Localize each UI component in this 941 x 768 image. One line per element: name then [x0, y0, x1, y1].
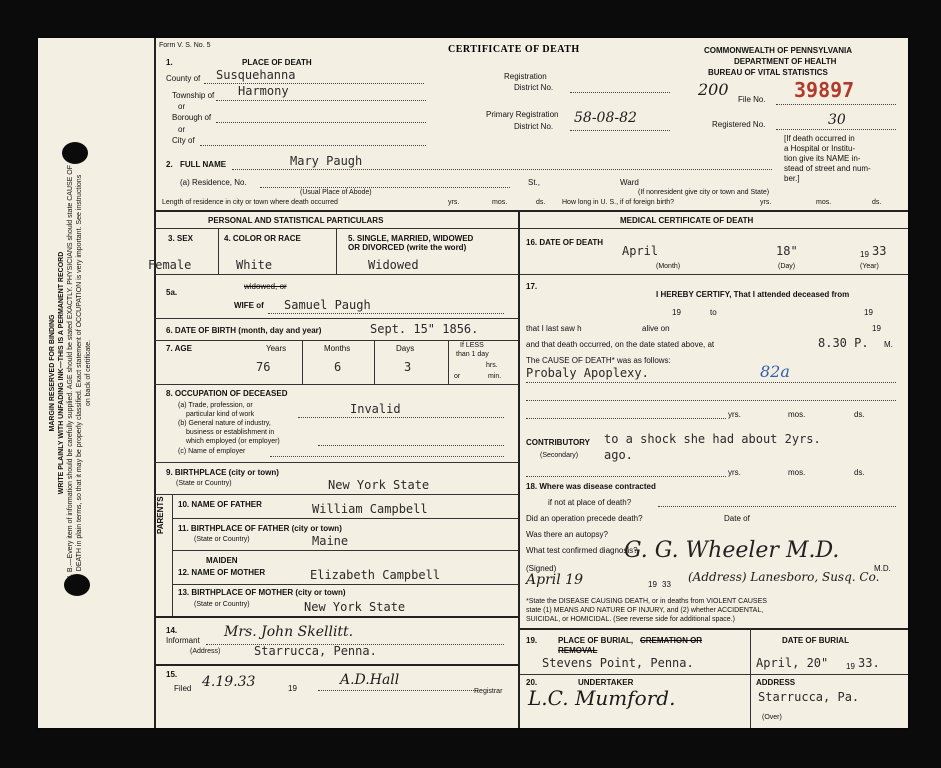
age-label: 7. AGE	[166, 344, 192, 353]
item-number: 20.	[526, 678, 538, 687]
last-saw-label: that I last saw h	[526, 324, 582, 333]
meridiem-label: M.	[884, 340, 893, 349]
burial-year-value: 33.	[858, 656, 880, 670]
city-label: City of	[172, 136, 195, 145]
date-of-death-label: 16. DATE OF DEATH	[526, 238, 604, 247]
certificate-title: CERTIFICATE OF DEATH	[448, 44, 580, 55]
color-value: White	[236, 258, 273, 272]
days-label: Days	[396, 344, 415, 353]
age-months-value: 6	[334, 360, 342, 374]
signature-year-value: 33	[662, 580, 671, 589]
cause-of-death-value: Probaly Apoplexy.	[526, 366, 649, 380]
sex-value: Female	[148, 258, 192, 272]
medical-section-heading: MEDICAL CERTIFICATE OF DEATH	[620, 216, 754, 225]
item-number: 19.	[526, 636, 538, 645]
informant-address-label: (Address)	[190, 648, 221, 655]
footnote-line: SUICIDAL, or HOMICIDAL. (See reverse side for additional space.)	[526, 616, 735, 623]
months-label: Months	[324, 344, 351, 353]
signature-date-value: April 19	[526, 572, 583, 588]
unit-label: mos.	[492, 199, 508, 206]
alive-on-label: alive on	[642, 324, 670, 333]
unit-label: yrs.	[760, 199, 772, 206]
agency-line-1: COMMONWEALTH OF PENNSYLVANIA	[704, 46, 852, 55]
occupation-value: Invalid	[350, 402, 401, 416]
spouse-label: WIFE of	[234, 301, 264, 310]
marital-status-label: OR DIVORCED (write the word)	[348, 243, 467, 252]
parents-side-label: PARENTS	[156, 496, 165, 534]
county-value: Susquehanna	[216, 68, 296, 82]
unit-label: yrs.	[728, 468, 741, 477]
color-label: 4. COLOR OR RACE	[224, 234, 301, 243]
death-month-value: April	[622, 244, 659, 258]
signed-label: (Signed)	[526, 564, 557, 573]
residence-label: (a) Residence, No.	[180, 178, 247, 187]
less-than-day-label: If LESS	[460, 342, 484, 349]
cause-of-death-label: The CAUSE OF DEATH* was as follows:	[526, 356, 671, 365]
years-label: Years	[266, 344, 287, 353]
burial-date-value: April, 20"	[756, 656, 829, 670]
death-occurred-label: and that death occurred, on the date stated above, at	[526, 340, 715, 349]
spouse-label: widowed, or	[244, 282, 287, 291]
full-name-label: FULL NAME	[180, 160, 227, 169]
mother-birthplace-sublabel: (State or Country)	[194, 601, 250, 608]
year-prefix: 19	[288, 684, 297, 693]
occupation-note: business or establishment in	[186, 429, 275, 436]
informant-address-value: Starrucca, Penna.	[254, 644, 377, 658]
secondary-label: (Secondary)	[540, 452, 579, 459]
footnote-line: *State the DISEASE CAUSING DEATH, or in deaths from VIOLENT CAUSES	[526, 598, 767, 605]
full-name-value: Mary Paugh	[290, 154, 363, 168]
burial-date-label: DATE OF BURIAL	[782, 636, 849, 645]
unit-label: mos.	[788, 468, 806, 477]
father-birthplace-value: Maine	[312, 534, 349, 548]
occupation-note: which employed (or employer)	[186, 438, 280, 445]
month-sublabel: (Month)	[656, 263, 681, 270]
township-value: Harmony	[238, 84, 289, 98]
registered-number-label: Registered No.	[712, 120, 766, 129]
certify-statement: I HEREBY CERTIFY, That I attended deceased from	[656, 290, 850, 299]
form-number: Form V. S. No. 5	[159, 42, 211, 49]
hours-label: hrs.	[486, 362, 498, 369]
length-of-residence-label: Length of residence in city or town where death occurred	[162, 199, 338, 206]
physician-address-value: (Address) Lanesboro, Susq. Co.	[688, 570, 880, 584]
less-than-day-label: than 1 day	[456, 351, 489, 358]
mother-birthplace-value: New York State	[304, 600, 406, 614]
or-label: or	[178, 125, 186, 134]
year-prefix: 19	[648, 580, 657, 589]
item-number: 1.	[166, 58, 173, 67]
primary-registration-label: District No.	[514, 122, 554, 131]
operation-label: Did an operation precede death?	[526, 514, 643, 523]
spouse-value: Samuel Paugh	[284, 298, 371, 312]
mother-name-label: 12. NAME OF MOTHER	[178, 568, 266, 577]
year-sublabel: (Year)	[860, 263, 879, 270]
year-prefix: 19	[860, 250, 869, 259]
registered-number-value: 30	[828, 112, 846, 128]
disease-contracted-label: if not at place of death?	[548, 498, 632, 507]
footnote-line: state (1) MEANS AND NATURE OF INJURY, and (2) whether ACCIDENTAL,	[526, 607, 764, 614]
registrar-signature: A.D.Hall	[340, 672, 400, 688]
occupation-note: particular kind of work	[186, 411, 255, 418]
ward-label: Ward	[620, 178, 639, 187]
sex-label: 3. SEX	[168, 234, 193, 243]
contributory-label: CONTRIBUTORY	[526, 438, 590, 447]
unit-label: ds.	[854, 410, 865, 419]
birthplace-value: New York State	[328, 478, 430, 492]
autopsy-label: Was there an autopsy?	[526, 530, 608, 539]
date-of-birth-value: Sept. 15" 1856.	[370, 322, 479, 336]
father-birthplace-sublabel: (State or Country)	[194, 536, 250, 543]
burial-place-value: Stevens Point, Penna.	[542, 656, 694, 670]
over-label: (Over)	[762, 714, 782, 721]
or-label: or	[454, 373, 461, 380]
day-sublabel: (Day)	[778, 263, 796, 270]
usual-abode-label: (Usual Place of Abode)	[300, 189, 372, 196]
item-number: 5a.	[166, 288, 178, 297]
street-label: St.,	[528, 178, 541, 187]
classification-code: 82a	[760, 362, 790, 381]
registrar-label: Registrar	[474, 688, 503, 695]
removal-label: REMOVAL	[558, 646, 598, 655]
item-number: 15.	[166, 670, 178, 679]
item-number: 2.	[166, 160, 173, 169]
year-prefix: 19	[872, 324, 881, 333]
md-label: M.D.	[874, 564, 891, 573]
death-certificate	[38, 38, 908, 728]
unit-label: ds.	[872, 199, 882, 206]
hospital-note: [If death occurred in a Hospital or Institu- tion give its NAME in- stead of street and num- ber.]	[784, 134, 871, 183]
birthplace-label: 9. BIRTHPLACE (city or town)	[166, 468, 279, 477]
operation-date-label: Date of	[724, 514, 750, 523]
birthplace-sublabel: (State or Country)	[176, 480, 232, 487]
contributory-cause-value: to a shock she had about 2yrs.	[604, 432, 821, 446]
unit-label: yrs.	[728, 410, 741, 419]
undertaker-address-label: ADDRESS	[756, 678, 796, 687]
disease-contracted-label: 18. Where was disease contracted	[526, 482, 656, 491]
informant-label: Informant	[166, 636, 200, 645]
burial-place-label: PLACE OF BURIAL,	[558, 636, 634, 645]
unit-label: mos.	[788, 410, 806, 419]
mother-name-value: Elizabeth Campbell	[310, 568, 441, 582]
test-label: What test confirmed diagnosis?	[526, 546, 638, 555]
undertaker-address-value: Starrucca, Pa.	[758, 690, 860, 704]
unit-label: yrs.	[448, 199, 460, 206]
township-label: Township of	[172, 91, 215, 100]
filed-label: Filed	[174, 684, 192, 693]
occupation-note: (c) Name of employer	[178, 448, 246, 455]
marital-status-value: Widowed	[368, 258, 419, 272]
year-prefix: 19	[672, 308, 681, 317]
minutes-label: min.	[488, 373, 502, 380]
county-label: County of	[166, 74, 201, 83]
date-of-birth-label: 6. DATE OF BIRTH (month, day and year)	[166, 326, 322, 335]
father-birthplace-label: 11. BIRTHPLACE OF FATHER (city or town)	[178, 524, 342, 533]
marital-status-label: 5. SINGLE, MARRIED, WIDOWED	[348, 234, 474, 243]
unit-label: ds.	[536, 199, 546, 206]
occupation-note: (a) Trade, profession, or	[178, 402, 253, 409]
maiden-label: MAIDEN	[206, 556, 238, 565]
unit-label: mos.	[816, 199, 832, 206]
agency-line-2: DEPARTMENT OF HEALTH	[734, 57, 837, 66]
item-number: 17.	[526, 282, 538, 291]
time-of-death-value: 8.30 P.	[818, 336, 869, 350]
binding-margin-rule	[154, 38, 156, 728]
undertaker-label: UNDERTAKER	[578, 678, 634, 687]
file-number-handwritten: 200	[698, 80, 729, 99]
year-prefix: 19	[864, 308, 873, 317]
death-day-value: 18"	[776, 244, 798, 258]
item-number: 14.	[166, 626, 178, 635]
registration-district-label: Registration	[504, 72, 547, 81]
place-of-death-heading: PLACE OF DEATH	[242, 58, 312, 67]
filed-date-value: 4.19.33	[202, 674, 256, 690]
file-number-stamp: 39897	[794, 78, 855, 102]
or-label: or	[178, 102, 186, 111]
cremation-label: CREMATION OR	[640, 636, 703, 645]
primary-registration-label: Primary Registration	[486, 110, 559, 119]
informant-value: Mrs. John Skellitt.	[224, 624, 354, 640]
occupation-label: 8. OCCUPATION OF DECEASED	[166, 389, 288, 398]
personal-section-heading: PERSONAL AND STATISTICAL PARTICULARS	[208, 216, 384, 225]
foreign-birth-label: How long in U. S., if of foreign birth?	[562, 199, 675, 206]
primary-registration-value: 58-08-82	[574, 110, 637, 126]
borough-label: Borough of	[172, 113, 212, 122]
father-name-value: William Campbell	[312, 502, 428, 516]
age-years-value: 76	[256, 360, 271, 374]
death-year-value: 33	[872, 244, 887, 258]
contributory-cause-value: ago.	[604, 448, 633, 462]
mother-birthplace-label: 13. BIRTHPLACE OF MOTHER (city or town)	[178, 588, 346, 597]
unit-label: ds.	[854, 468, 865, 477]
physician-signature: G. G. Wheeler M.D.	[624, 538, 840, 563]
father-name-label: 10. NAME OF FATHER	[178, 500, 262, 509]
file-number-label: File No.	[738, 95, 766, 104]
undertaker-signature: L.C. Mumford.	[528, 686, 676, 710]
registration-district-label: District No.	[514, 83, 554, 92]
to-label: to	[710, 308, 717, 317]
occupation-note: (b) General nature of industry,	[178, 420, 271, 427]
agency-line-3: BUREAU OF VITAL STATISTICS	[708, 68, 828, 77]
binding-margin-instructions: MARGIN RESERVED FOR BINDING WRITE PLAINLY WITH UNFADING INK—THIS IS A PERMANENT RECORD N. B.—Every item of information should be carefully supplied. AGE should be stated EXACTLY. PHYSICIANS should state CAUSE OF DEATH in plain terms, so that it may be properly classified. Exact statement of OCCUPATION is very important. See instructions on back of certificate.	[49, 164, 92, 582]
year-prefix: 19	[846, 662, 855, 671]
nonresident-note: (If nonresident give city or town and State)	[638, 189, 770, 196]
age-days-value: 3	[404, 360, 412, 374]
